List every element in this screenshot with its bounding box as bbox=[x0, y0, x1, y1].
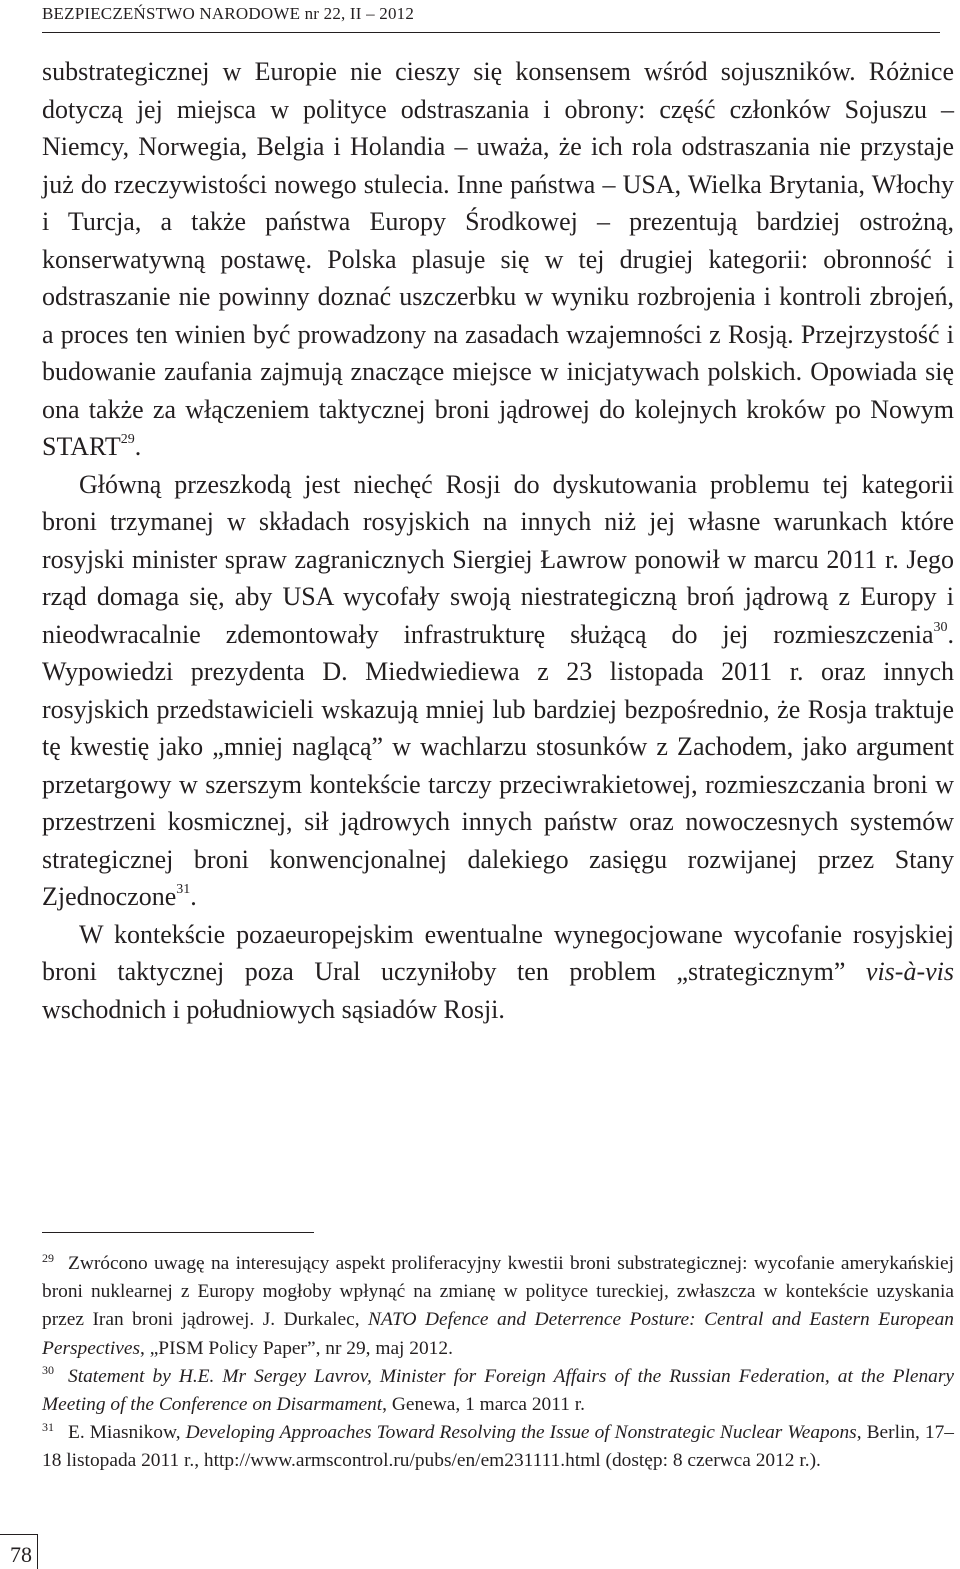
paragraph-3-italic: vis-à-vis bbox=[865, 957, 954, 986]
footnote-30 bbox=[42, 1363, 954, 1419]
header-rule bbox=[42, 32, 940, 33]
running-header: BEZPIECZEŃSTWO NARODOWE nr 22, II – 2012 bbox=[42, 4, 415, 23]
footnote-30-italic: Statement by H.E. Mr Sergey Lavrov, Minister for Foreign Affairs of the Russian Federation, at the Plenary Meeting of the Conference on Disarmament bbox=[42, 1365, 954, 1416]
footnote-29-text-a: Zwrócono uwagę na interesujący aspekt proliferacyjny kwestii broni substrategicznej: wycofanie amerykańskiej broni nuklearnej z Europy mogłoby wpłynąć na zmianę w polityce tureckiej, zwłaszcza w kontekście uzyskania przez Iran broni jądrowej. J. Durkalec, bbox=[42, 1253, 954, 1331]
footnote-ref-30[interactable]: 30 bbox=[933, 619, 948, 635]
footnote-31-italic: Developing Approaches Toward Resolving the Issue of Nonstrategic Nuclear Weapons bbox=[185, 1422, 857, 1444]
footnote-31 bbox=[42, 1419, 954, 1475]
footnote-ref-31[interactable]: 31 bbox=[176, 882, 191, 898]
footnote-31-text-a: E. Miasnikow, bbox=[68, 1422, 186, 1444]
footnote-ref-29[interactable]: 29 bbox=[120, 432, 135, 448]
paragraph-2 bbox=[42, 466, 954, 916]
footnote-rule bbox=[42, 1232, 314, 1233]
paragraph-1-end: . bbox=[134, 432, 142, 461]
footnote-31-text-b: , Berlin, 17–18 listopada 2011 r., http://www.armscontrol.ru/pubs/en/em231111.html (dostęp: 8 czerwca 2012 r.). bbox=[42, 1422, 955, 1472]
paragraph-3-text-b: wschodnich i południowych sąsiadów Rosji. bbox=[42, 994, 505, 1024]
paragraph-2-end: . bbox=[190, 882, 197, 911]
paragraph-2-text-a: Główną przeszkodą jest niechęć Rosji do dyskutowania problemu tej kategorii broni trzymanej w składach rosyjskich na innych niż jej własne warunkach które rosyjski minister spraw zagranicznych Siergiej Ławrow ponowił w marcu 2011 r. Jego rząd domaga się, aby USA wycofały swoją niestrategiczną broń jądrową z Europy i nieodwracalnie zdemontowały infrastrukturę służącą do jej rozmieszczenia bbox=[42, 469, 954, 649]
footnote-29-number: 29 bbox=[42, 1250, 54, 1265]
footnote-29-italic: NATO Defence and Deterrence Posture: Central and Eastern European Perspectives bbox=[42, 1309, 954, 1359]
footnote-29 bbox=[42, 1250, 954, 1363]
footnote-30-text-b: , Genewa, 1 marca 2011 r. bbox=[382, 1394, 585, 1416]
page-number: 78 bbox=[0, 1541, 32, 1569]
footnote-29-text-b: , „PISM Policy Paper”, nr 29, maj 2012. bbox=[140, 1337, 453, 1359]
paragraph-1-text: substrategicznej w Europie nie cieszy się konsensem wśród sojuszników. Różnice dotyczą jej miejsca w polityce odstraszania i obrony: część członków Sojuszu – Niemcy, Norwegia, Belgia i Holandia – uważa, że ich rola odstraszania nie przystaje już do rzeczywistości nowego stulecia. Inne państwa – USA, Wielka Brytania, Włochy i Turcja, a także państwa Europy Środkowej – prezentują bardziej ostrożną, konserwatywną postawę. Polska plasuje się w tej drugiej kategorii: obronność i odstraszanie nie powinny doznać uszczerbku w wyniku rozbrojenia i kontroli zbrojeń, a proces ten winien być prowadzony na zasadach wzajemności z Rosją. Przejrzystość i budowanie zaufania zajmują znaczące miejsce w inicjatywach polskich. Opowiada się ona także za włączeniem taktycznej broni jądrowej do kolejnych kroków po Nowym START bbox=[42, 57, 954, 461]
footnote-31-number: 31 bbox=[42, 1419, 54, 1434]
paragraph-3 bbox=[42, 916, 954, 1029]
footnote-30-number: 30 bbox=[42, 1363, 54, 1378]
paragraph-3-text-a: W kontekście pozaeuropejskim ewentualne wynegocjowane wycofanie rosyjskiej broni taktycznej poza Ural uczyniłoby ten problem „strategicznym” bbox=[42, 919, 954, 986]
footnotes bbox=[42, 1250, 954, 1476]
paragraph-2-text-b: . Wypowiedzi prezydenta D. Miedwiediewa z 23 listopada 2011 r. oraz innych rosyjskich przedstawicieli wskazują mniej lub bardziej bezpośrednio, że Rosja traktuje tę kwestię jako „mniej naglącą” w wachlarzu stosunków z Zachodem, jako argument przetargowy w szerszym kontekście tarczy przeciwrakietowej, rozmieszczania broni w przestrzeni kosmicznej, sił jądrowych innych państw oraz nowoczesnych systemów strategicznej broni konwencjonalnej dalekiego zasięgu rozwijanej przez Stany Zjednoczone bbox=[42, 619, 954, 911]
paragraph-1 bbox=[42, 53, 954, 466]
body-text bbox=[42, 53, 954, 1028]
